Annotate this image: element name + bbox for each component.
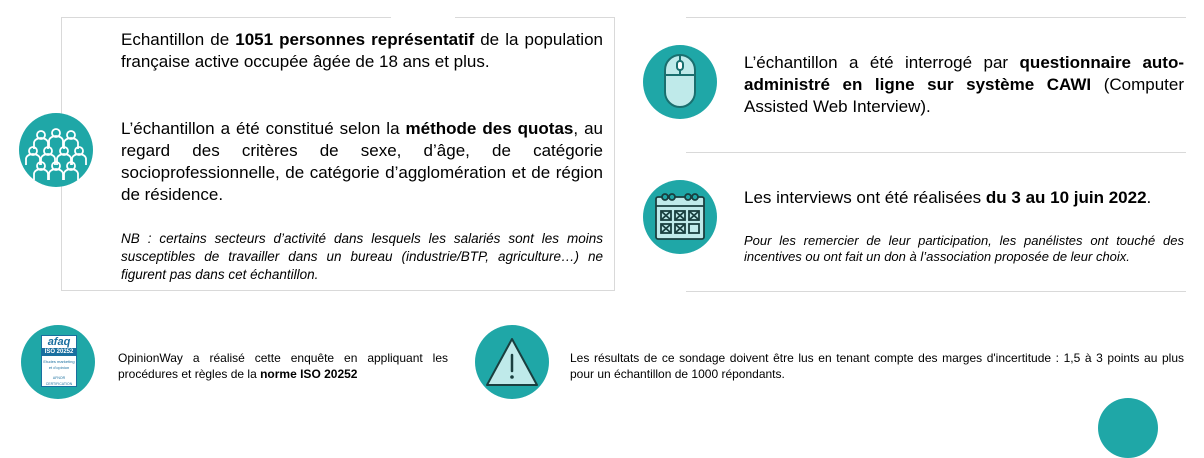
afaq-iso-label: ISO 20252 bbox=[42, 348, 76, 356]
quota-method-bold: méthode des quotas bbox=[405, 119, 574, 138]
iso-norm-bold: norme ISO 20252 bbox=[260, 367, 358, 381]
iso-norm-statement bbox=[118, 350, 448, 382]
sample-text-part: Echantillon de bbox=[121, 30, 236, 49]
incentives-note: Pour les remercier de leur participation, les panélistes ont touché des incentives ou ont fait un don à l’association proposée de leur choix. bbox=[744, 233, 1184, 264]
quota-text-part: L’échantillon a été constitué selon la bbox=[121, 119, 406, 138]
quota-method-description bbox=[121, 118, 603, 206]
afaq-tiny-text: Etudes marketing bbox=[43, 359, 75, 364]
cawi-text-part: L’échantillon a été interrogé par bbox=[744, 53, 1020, 72]
sample-size-bold: 1051 personnes représentatif bbox=[235, 30, 475, 49]
warning-triangle-icon bbox=[475, 325, 549, 399]
computer-mouse-icon bbox=[643, 45, 717, 119]
sample-description bbox=[121, 29, 603, 73]
afaq-brand: afaq bbox=[47, 336, 71, 348]
right-top-divider bbox=[686, 17, 1186, 18]
dates-text-part: . bbox=[1146, 188, 1152, 207]
afaq-tiny-text: et d'opinion bbox=[48, 365, 70, 370]
interview-dates bbox=[744, 187, 1184, 209]
sector-note: NB : certains secteurs d’activité dans lesquels les salariés sont les moins susceptibles de travailler dans un bureau (industrie/BTP, agriculture…) ne figurent pas dans cet échantillon. bbox=[121, 231, 603, 282]
dates-bold: du 3 au 10 juin 2022 bbox=[985, 188, 1147, 207]
right-middle-divider bbox=[686, 152, 1186, 153]
cawi-text-part: (Computer Assisted Web Interview). bbox=[744, 75, 1184, 116]
right-bottom-divider bbox=[686, 291, 1186, 292]
cawi-method-bold: questionnaire auto-administré en ligne sur système CAWI bbox=[744, 53, 1184, 94]
iso-text-part: OpinionWay a réalisé cette enquête en appliquant les procédures et règles de la bbox=[118, 351, 448, 381]
cawi-description bbox=[744, 52, 1184, 118]
dates-text-part: Les interviews ont été réalisées bbox=[744, 188, 986, 207]
quota-text-part: , au regard des critères de sexe, d’âge, de catégorie socioprofessionnelle, de catégorie d’agglomération et de région de résidence. bbox=[121, 119, 603, 204]
margin-of-error-statement: Les résultats de ce sondage doivent être lus en tenant compte des marges d'incertitude : 1,5 à 3 points au plus pour un échantillon de 1000 répondants. bbox=[570, 351, 1184, 381]
calendar-icon bbox=[643, 180, 717, 254]
decorative-circle-edge bbox=[1098, 398, 1158, 458]
people-group-icon bbox=[19, 113, 93, 187]
afaq-iso-certification-logo bbox=[21, 325, 95, 399]
afaq-tiny-text: AFNOR CERTIFICATION bbox=[45, 376, 73, 386]
sample-text-part: de la population française active occupée âgée de 18 ans et plus. bbox=[121, 30, 603, 71]
